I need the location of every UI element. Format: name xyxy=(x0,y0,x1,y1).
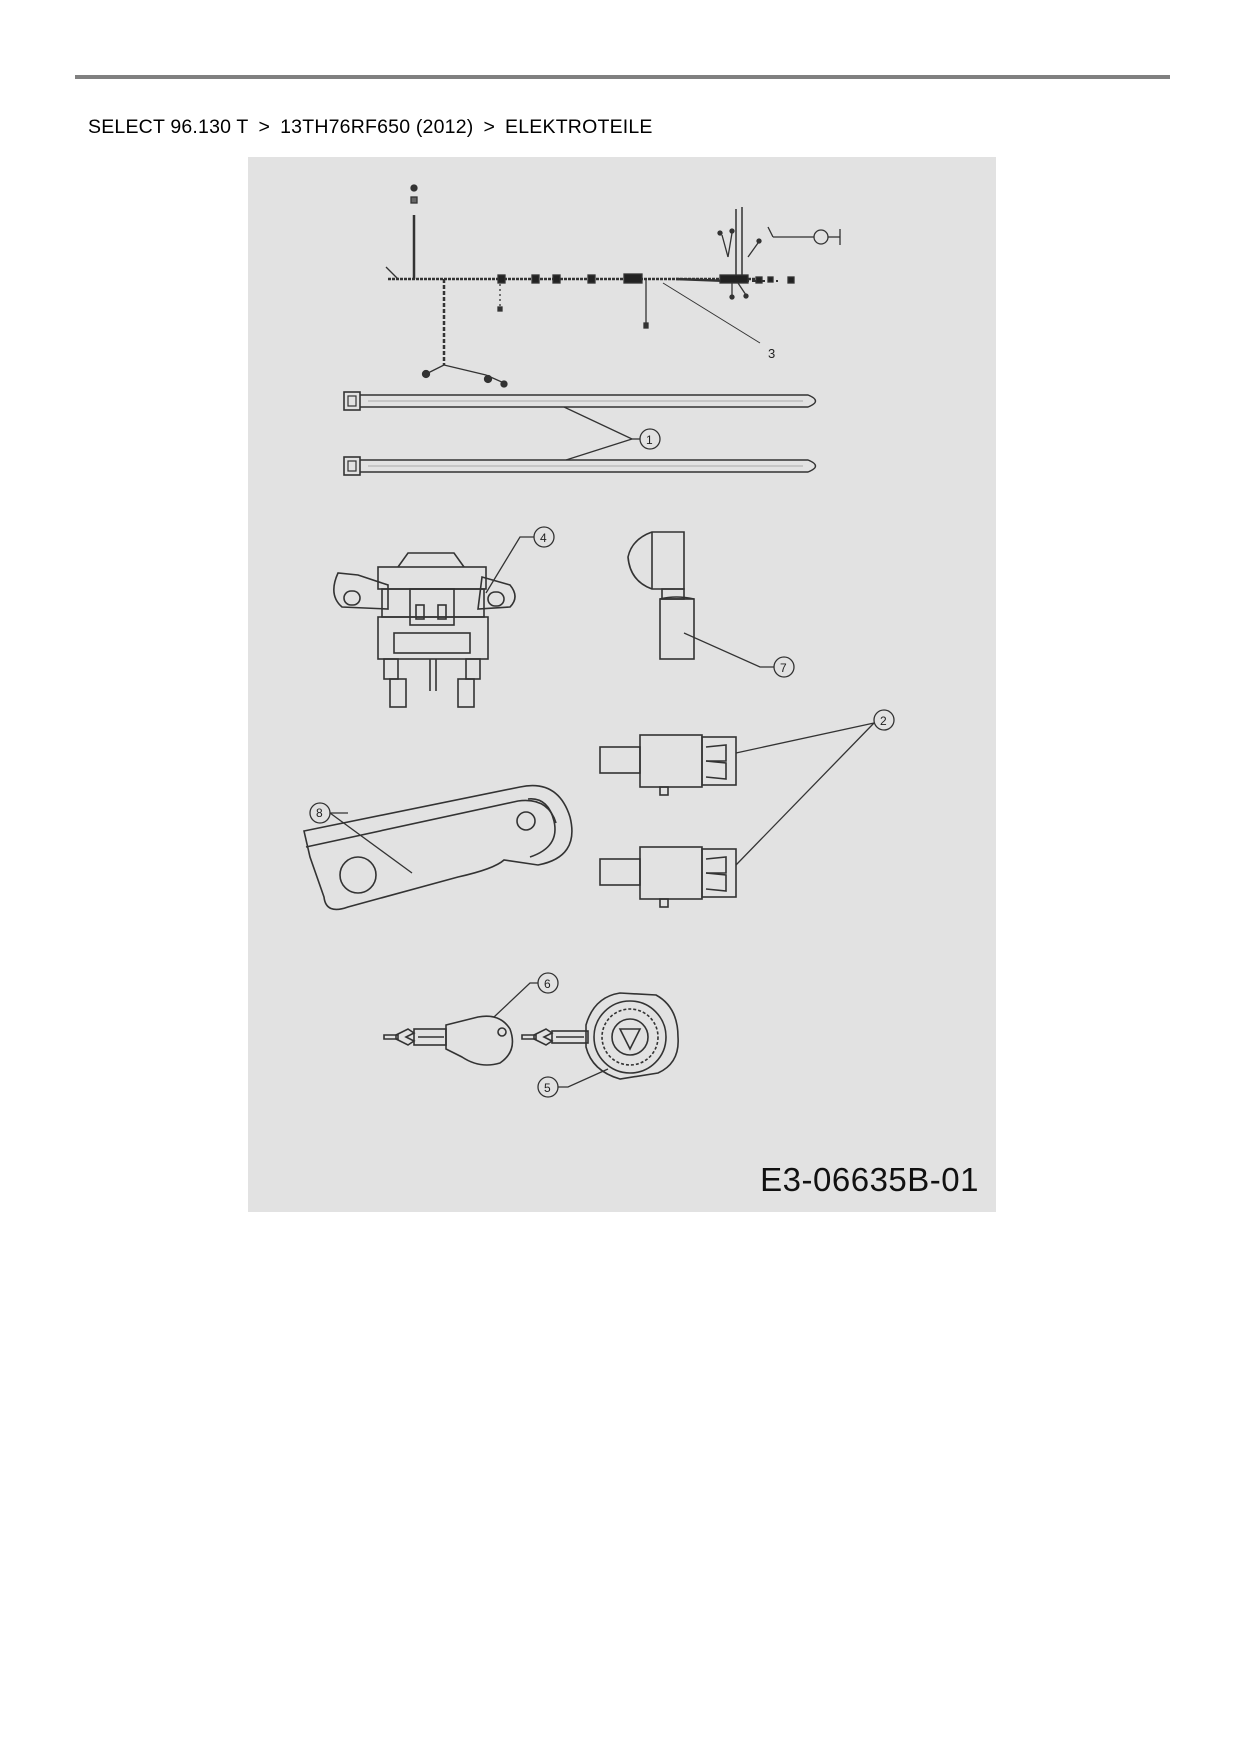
callout-6 xyxy=(494,973,558,1017)
breadcrumb-section[interactable]: ELEKTROTEILE xyxy=(505,116,653,138)
ignition-switch[interactable] xyxy=(334,553,515,707)
figure-id: E3-06635B-01 xyxy=(760,1161,979,1198)
callout-1-label: 1 xyxy=(646,433,653,447)
header-rule xyxy=(75,75,1170,79)
callout-3-label: 3 xyxy=(768,346,776,361)
callout-5-label: 5 xyxy=(544,1081,551,1095)
parts-diagram xyxy=(248,157,996,1212)
breadcrumb xyxy=(88,115,653,139)
boot-cap[interactable] xyxy=(628,532,694,659)
callout-5 xyxy=(538,1069,608,1097)
cable-tie[interactable] xyxy=(344,392,816,410)
callout-8-label: 8 xyxy=(316,806,323,820)
callout-7-label: 7 xyxy=(780,661,787,675)
key[interactable] xyxy=(384,1016,512,1065)
key-switch[interactable] xyxy=(522,993,678,1079)
callout-8 xyxy=(310,803,412,873)
bracket[interactable] xyxy=(304,786,572,910)
parts-diagram-svg xyxy=(248,157,996,1212)
callout-6-label: 6 xyxy=(544,977,551,991)
callout-4 xyxy=(486,527,554,593)
callout-1 xyxy=(564,407,660,460)
callout-2 xyxy=(736,710,894,865)
breadcrumb-part-number[interactable]: 13TH76RF650 (2012) xyxy=(280,116,474,138)
callout-7 xyxy=(684,633,794,677)
breadcrumb-separator: > xyxy=(258,116,271,138)
callout-2-label: 2 xyxy=(880,714,887,728)
breadcrumb-separator: > xyxy=(483,116,496,138)
interlock-switch[interactable] xyxy=(600,847,736,907)
callout-4-label: 4 xyxy=(540,531,547,545)
breadcrumb-model[interactable]: SELECT 96.130 T xyxy=(88,116,249,138)
callout-3 xyxy=(768,346,775,361)
cable-tie[interactable] xyxy=(344,457,816,475)
interlock-switch[interactable] xyxy=(600,735,736,795)
